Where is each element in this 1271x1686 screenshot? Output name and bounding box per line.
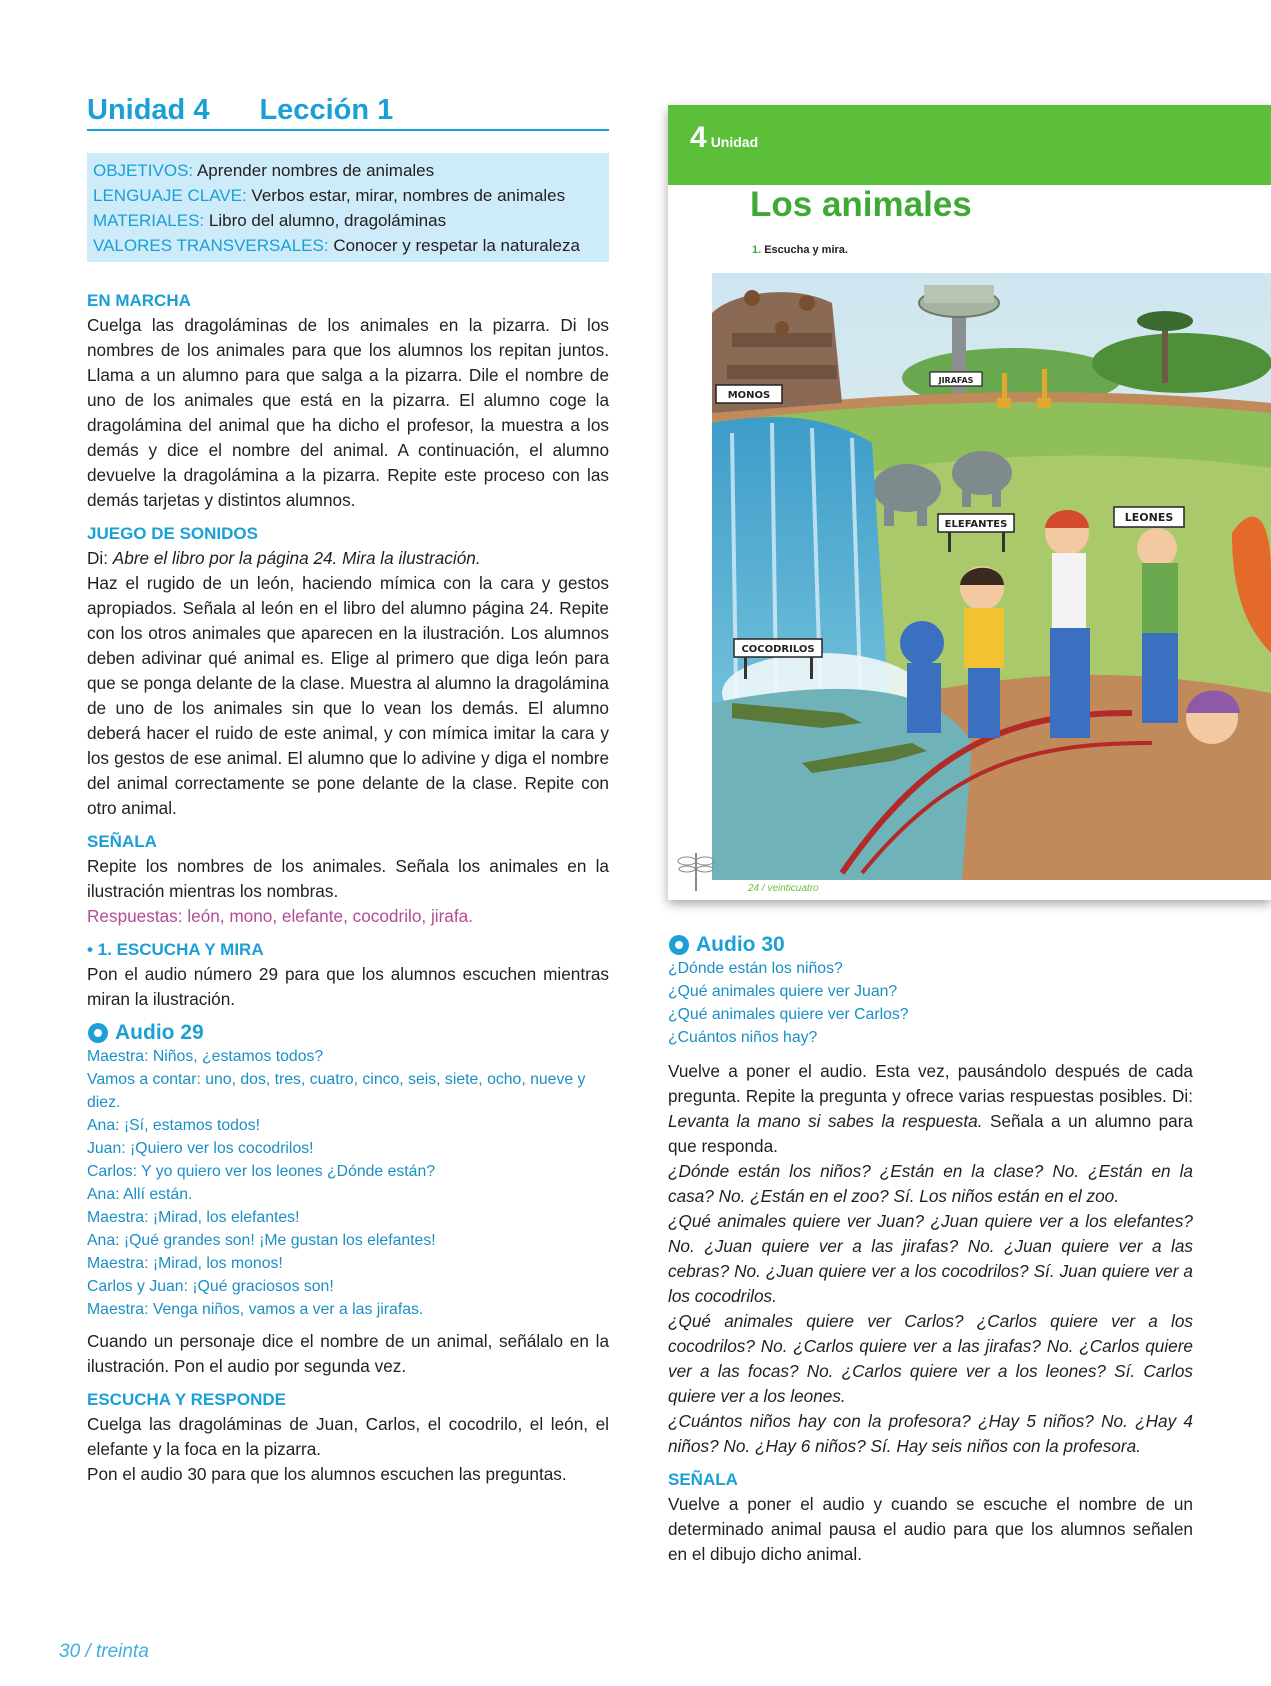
objective-row bbox=[93, 183, 603, 208]
objective-text: Aprender nombres de animales bbox=[196, 161, 435, 180]
book-instruction-text: Escucha y mira. bbox=[764, 244, 848, 256]
book-unit-number: 4 bbox=[690, 121, 707, 154]
audio-29-after: Cuando un personaje dice el nombre de un animal, señálalo en la ilustración. Pon el audio por segunda vez. bbox=[87, 1331, 609, 1376]
script-line: ¿Qué animales quiere ver Juan? bbox=[668, 983, 898, 1000]
objective-label: VALORES TRANSVERSALES: bbox=[93, 236, 329, 255]
script-line: Maestra: ¡Mirad, los monos! bbox=[87, 1255, 283, 1272]
script-line: Carlos: Y yo quiero ver los leones ¿Dónde están? bbox=[87, 1163, 436, 1180]
qa-paragraph bbox=[668, 1209, 1193, 1309]
juego-text: Haz el rugido de un león, haciendo mímica con la cara y gestos apropiados. Señala al león en el libro del alumno página 24. Repite con los otros animales que aparecen en la ilustración. Los alumnos deben adivinar qué animal es. Elige al primero que diga león para que se ponga delante de la clase. Muestra al alumno la dragolámina de uno de los animales sin que lo vean los demás. El alumno deberá hacer el ruido de este animal, y con mímica imitar la cara y los gestos de ese animal. El alumno que lo adivine y diga el nombre del animal correctamente se pone delante de la clase. Repite con otro animal. bbox=[87, 573, 609, 818]
escucha-mira-text: Pon el audio número 29 para que los alumnos escuchen mientras miran la ilustración. bbox=[87, 964, 609, 1009]
qa-paragraph bbox=[668, 1309, 1193, 1409]
objective-row bbox=[93, 158, 603, 183]
audio-icon bbox=[668, 934, 690, 956]
banner-splatter bbox=[668, 105, 1271, 185]
audio-29-heading bbox=[87, 1020, 609, 1045]
script-line: Maestra: Niños, ¿estamos todos? bbox=[87, 1048, 324, 1065]
qa-text: ¿Qué animales quiere ver Carlos? ¿Carlos quiere ver a los cocodrilos? No. ¿Carlos quiere ver a las jirafas? No. ¿Carlos quiere ver a las focas? No. ¿Carlos quiere ver a los leones? Sí. Carlos quiere ver a los leones. bbox=[668, 1311, 1193, 1406]
script-line: Maestra: Venga niños, vamos a ver a las jirafas. bbox=[87, 1301, 424, 1318]
left-column bbox=[87, 94, 609, 1487]
section-title-juego: JUEGO DE SONIDOS bbox=[87, 524, 258, 543]
script-line: Vamos a contar: uno, dos, tres, cuatro, cinco, seis, siete, ocho, nueve y diez. bbox=[87, 1071, 586, 1111]
qa-text: ¿Dónde están los niños? ¿Están en la clase? No. ¿Están en la casa? No. ¿Están en el zoo? Sí. Los niños están en el zoo. bbox=[668, 1161, 1193, 1206]
en-marcha-text: Cuelga las dragoláminas de los animales en la pizarra. Di los nombres de los animales para que los alumnos los repitan juntos. Llama a un alumno para que salga a la pizarra. Dile el nombre de uno de los animales que está en la pizarra. El alumno coge la dragolámina del animal que ha dicho el profesor, la muestra a los demás y dice el nombre del animal. A continuación, el alumno devuelve la dragolámina a la pizarra. Repite este proceso con las demás tarjetas y distintos alumnos. bbox=[87, 315, 609, 510]
book-page-number: 24 / veinticuatro bbox=[748, 883, 819, 894]
book-unit-word: Unidad bbox=[710, 134, 759, 150]
escucha-responde-text-1: Cuelga las dragoláminas de Juan, Carlos, el cocodrilo, el león, el elefante y la foca en la pizarra. bbox=[87, 1414, 609, 1459]
qa-text: ¿Cuántos niños hay con la profesora? ¿Hay 5 niños? No. ¿Hay 4 niños? No. ¿Hay 6 niños? Sí. Hay seis niños con la profesora. bbox=[668, 1411, 1193, 1456]
dragonfly-icon bbox=[676, 845, 716, 895]
audio-30-script bbox=[668, 957, 1193, 1049]
unit-banner bbox=[668, 105, 1271, 185]
section-title-senala: SEÑALA bbox=[87, 832, 157, 851]
sign-leones bbox=[1114, 507, 1184, 527]
objective-label: OBJETIVOS: bbox=[93, 161, 194, 180]
lesson-title: Lección 1 bbox=[259, 94, 394, 126]
section-title-en-marcha: EN MARCHA bbox=[87, 291, 191, 310]
section-title-escucha-mira: • 1. ESCUCHA Y MIRA bbox=[87, 940, 264, 959]
objectives-box bbox=[87, 153, 609, 262]
sign-jirafas-label: JIRAFAS bbox=[938, 376, 974, 385]
textbook-page-thumbnail bbox=[668, 105, 1271, 900]
sign-jirafas bbox=[930, 372, 982, 386]
sign-monos bbox=[716, 385, 782, 403]
juego-di-italic: Abre el libro por la página 24. Mira la ilustración. bbox=[112, 548, 481, 568]
senala-2-text: Vuelve a poner el audio y cuando se escuche el nombre de un determinado animal pausa el audio para que los alumnos señalen en el dibujo dicho animal. bbox=[668, 1494, 1193, 1564]
senala-text: Repite los nombres de los animales. Señala los animales en la ilustración mientras los nombras. bbox=[87, 856, 609, 901]
objective-text: Conocer y respetar la naturaleza bbox=[333, 236, 580, 255]
audio-30-instructions bbox=[668, 1059, 1193, 1159]
page-footer: 30 / treinta bbox=[59, 1641, 149, 1662]
book-instruction bbox=[752, 244, 848, 256]
audio-30-heading bbox=[668, 932, 1193, 957]
audio-30-p1: Vuelve a poner el audio. Esta vez, pausándolo después de cada pregunta. Repite la pregunta y ofrece varias respuestas posibles. Di: bbox=[668, 1061, 1193, 1106]
audio-29-script bbox=[87, 1045, 609, 1321]
objective-row bbox=[93, 208, 603, 233]
script-line: Ana: ¡Sí, estamos todos! bbox=[87, 1117, 260, 1134]
sign-cocodrilos-label: COCODRILOS bbox=[741, 644, 815, 655]
qa-paragraph bbox=[668, 1159, 1193, 1209]
sign-leones-label: LEONES bbox=[1124, 511, 1174, 524]
qa-paragraph bbox=[668, 1409, 1193, 1459]
book-unit-label bbox=[690, 121, 758, 155]
book-instruction-number: 1. bbox=[752, 244, 762, 256]
objective-text: Verbos estar, mirar, nombres de animales bbox=[251, 186, 566, 205]
script-line: ¿Cuántos niños hay? bbox=[668, 1029, 818, 1046]
objective-label: MATERIALES: bbox=[93, 211, 205, 230]
section-title-senala-2: SEÑALA bbox=[668, 1470, 738, 1489]
juego-di-label: Di: bbox=[87, 548, 109, 568]
audio-30-p1-end: Señala a un alumno para que responda. bbox=[668, 1111, 1193, 1156]
book-title: Los animales bbox=[750, 185, 972, 224]
juego-di bbox=[87, 546, 609, 571]
script-line: Ana: ¡Qué grandes son! ¡Me gustan los elefantes! bbox=[87, 1232, 436, 1249]
objective-row bbox=[93, 233, 603, 258]
senala-answer: Respuestas: león, mono, elefante, cocodrilo, jirafa. bbox=[87, 906, 473, 926]
audio-29-title: Audio 29 bbox=[115, 1021, 204, 1044]
sign-monos-label: MONOS bbox=[727, 390, 771, 401]
audio-30-title: Audio 30 bbox=[696, 933, 785, 956]
escucha-responde-text-2: Pon el audio 30 para que los alumnos escuchen las preguntas. bbox=[87, 1464, 567, 1484]
objective-label: LENGUAJE CLAVE: bbox=[93, 186, 247, 205]
script-line: ¿Qué animales quiere ver Carlos? bbox=[668, 1006, 909, 1023]
objective-text: Libro del alumno, dragoláminas bbox=[208, 211, 447, 230]
audio-icon bbox=[87, 1022, 109, 1044]
script-line: Maestra: ¡Mirad, los elefantes! bbox=[87, 1209, 300, 1226]
unit-header bbox=[87, 94, 609, 131]
sign-elefantes-label: ELEFANTES bbox=[944, 519, 1008, 530]
zoo-illustration bbox=[712, 273, 1271, 880]
script-line: Ana: Allí están. bbox=[87, 1186, 193, 1203]
right-column bbox=[668, 932, 1193, 1567]
script-line: Juan: ¡Quiero ver los cocodrilos! bbox=[87, 1140, 314, 1157]
section-title-escucha-responde: ESCUCHA Y RESPONDE bbox=[87, 1390, 287, 1409]
qa-text: ¿Qué animales quiere ver Juan? ¿Juan quiere ver a los elefantes? No. ¿Juan quiere ver a las jirafas? No. ¿Juan quiere ver a las cebras? No. ¿Juan quiere ver a los cocodrilos? Sí. Juan quiere ver a los cocodrilos. bbox=[668, 1211, 1193, 1306]
script-line: ¿Dónde están los niños? bbox=[668, 960, 843, 977]
audio-30-p1-italic: Levanta la mano si sabes la respuesta. bbox=[668, 1111, 983, 1131]
script-line: Carlos y Juan: ¡Qué graciosos son! bbox=[87, 1278, 334, 1295]
unit-title: Unidad 4 bbox=[87, 94, 210, 126]
